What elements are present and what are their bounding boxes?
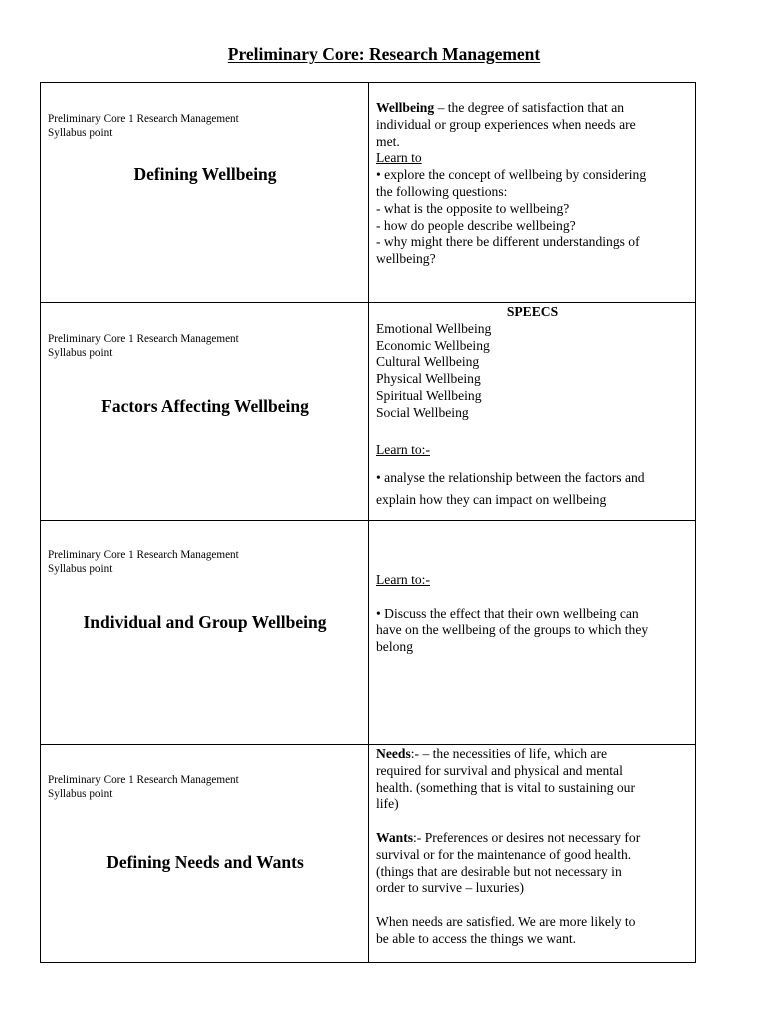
needs-line: life)	[376, 796, 399, 812]
learn-line: - why might there be different understandings of	[376, 234, 640, 250]
learn-line: - how do people describe wellbeing?	[376, 217, 576, 233]
syllabus-point-label: Syllabus point	[48, 347, 113, 359]
row-label-cell	[41, 521, 369, 744]
row-heading: Defining Wellbeing	[133, 164, 277, 184]
factor-item: Cultural Wellbeing	[376, 354, 480, 370]
row-label-cell	[41, 83, 369, 302]
needs-line: Needs:- – the necessities of life, which are	[376, 746, 608, 761]
wants-line: survival or for the maintenance of good health.	[376, 846, 632, 862]
spacer	[376, 589, 689, 606]
learn-line: • explore the concept of wellbeing by considering	[376, 167, 647, 183]
definition-line: met.	[376, 133, 400, 149]
table-row-needs-and-wants	[41, 745, 695, 962]
syllabus-table	[40, 82, 696, 963]
row-content-cell	[369, 83, 695, 302]
learn-line: explain how they can impact on wellbeing	[376, 492, 607, 508]
acronym-heading: SPEECS	[506, 304, 559, 319]
learn-to-label: Learn to:-	[376, 572, 430, 587]
definition-line: individual or group experiences when needs are	[376, 116, 636, 132]
wants-line: Wants:- Preferences or desires not necessary for	[376, 829, 641, 845]
syllabus-meta	[48, 332, 239, 360]
table-row-individual-group-wellbeing	[41, 521, 695, 745]
learn-line: • Discuss the effect that their own wellbeing can	[376, 605, 639, 621]
learn-to-label: Learn to	[376, 150, 422, 166]
closing-line: be able to access the things we want.	[376, 930, 577, 946]
table-row-defining-wellbeing	[41, 83, 695, 303]
learn-line: - what is the opposite to wellbeing?	[376, 200, 570, 216]
spacer	[376, 813, 689, 830]
course-label: Preliminary Core 1 Research Management	[48, 774, 239, 786]
syllabus-point-label: Syllabus point	[48, 127, 113, 139]
term-wellbeing: Wellbeing	[376, 100, 435, 115]
factor-item: Social Wellbeing	[376, 404, 469, 420]
syllabus-point-label: Syllabus point	[48, 563, 113, 575]
syllabus-meta	[48, 112, 239, 140]
row-content-cell	[369, 745, 695, 962]
factor-item: Emotional Wellbeing	[376, 320, 492, 336]
wants-line: (things that are desirable but not necessary in	[376, 863, 622, 879]
spacer	[376, 422, 689, 439]
learn-to-label: Learn to:-	[376, 442, 430, 458]
factor-item: Spiritual Wellbeing	[376, 387, 482, 403]
term-wants: Wants	[376, 829, 414, 845]
row-label-cell	[41, 745, 369, 962]
syllabus-meta	[48, 773, 239, 801]
course-label: Preliminary Core 1 Research Management	[48, 333, 239, 345]
table-row-factors-affecting-wellbeing	[41, 303, 695, 521]
learn-line: have on the wellbeing of the groups to which they	[376, 622, 649, 638]
term-needs: Needs	[376, 746, 411, 761]
learn-line: wellbeing?	[376, 251, 436, 267]
factor-item: Economic Wellbeing	[376, 337, 490, 353]
course-label: Preliminary Core 1 Research Management	[48, 549, 239, 561]
page-title: Preliminary Core: Research Management	[227, 44, 541, 64]
syllabus-meta	[48, 548, 239, 576]
course-label: Preliminary Core 1 Research Management	[48, 113, 239, 125]
row-content-cell	[369, 521, 695, 744]
factor-item: Physical Wellbeing	[376, 371, 481, 387]
learn-line: the following questions:	[376, 183, 508, 199]
row-heading: Defining Needs and Wants	[106, 852, 304, 872]
row-content-cell	[369, 303, 695, 520]
learn-line: belong	[376, 639, 413, 655]
definition-line: Wellbeing – the degree of satisfaction that an	[376, 100, 625, 115]
wants-line: order to survive – luxuries)	[376, 880, 524, 896]
learn-line: • analyse the relationship between the factors and	[376, 470, 645, 486]
syllabus-point-label: Syllabus point	[48, 788, 113, 800]
row-label-cell	[41, 303, 369, 520]
row-heading: Individual and Group Wellbeing	[83, 612, 327, 632]
spacer	[376, 459, 689, 467]
spacer	[376, 897, 689, 914]
needs-line: required for survival and physical and mental	[376, 762, 623, 778]
closing-line: When needs are satisfied. We are more likely to	[376, 913, 636, 929]
row-heading: Factors Affecting Wellbeing	[101, 396, 309, 416]
needs-line: health. (something that is vital to sustaining our	[376, 779, 636, 795]
